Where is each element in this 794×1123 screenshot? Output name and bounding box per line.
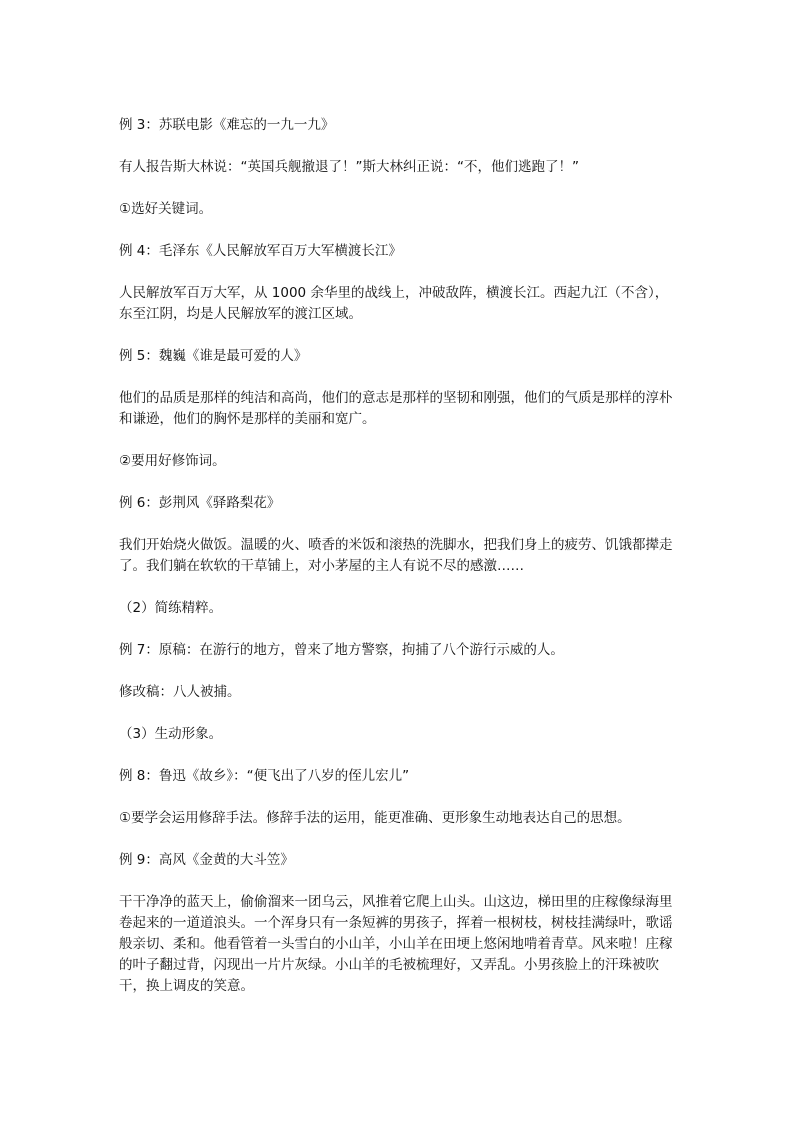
example-6-text: 我们开始烧火做饭。温暖的火、喷香的米饭和滚热的洗脚水，把我们身上的疲劳、饥饿都撵走了。我们躺在软软的干草铺上，对小茅屋的主人有说不尽的感激…… — [119, 537, 673, 574]
example-3-text: 有人报告斯大林说：“英国兵舰撤退了！”斯大林纠正说：“不，他们逃跑了！” — [119, 159, 579, 175]
point-rhetoric: ①要学会运用修辞手法。修辞手法的运用，能更准确、更形象生动地表达自己的思想。 — [119, 810, 631, 826]
example-4-text: 人民解放军百万大军，从 1000 余华里的战线上，冲破敌阵，横渡长江。西起九江（不含），东至江阴，均是人民解放军的渡江区域。 — [119, 285, 669, 322]
example-9-text: 干干净净的蓝天上，偷偷溜来一团乌云，风推着它爬上山头。山这边，梯田里的庄稼像绿海里卷起来的一道道浪头。一个浑身只有一条短裤的男孩子，挥着一根树枝，树枝挂满绿叶，歌谣般亲切、柔和。他看管着一头雪白的小山羊，小山羊在田埂上悠闲地啃着青草。风来啦！庄稼的叶子翻过背，闪现出一片片灰绿。小山羊的毛被梳理好，又弄乱。小男孩脸上的汗珠被吹干，换上调皮的笑意。 — [119, 894, 673, 994]
section-concise: （2）简练精粹。 — [119, 600, 223, 616]
example-3-heading: 例 3：苏联电影《难忘的一九一九》 — [119, 117, 335, 133]
example-7-heading: 例 7：原稿：在游行的地方，曾来了地方警察，拘捕了八个游行示威的人。 — [119, 642, 564, 658]
example-7-revision: 修改稿：八人被捕。 — [119, 684, 241, 700]
document-body — [119, 115, 679, 1018]
section-vivid: （3）生动形象。 — [119, 726, 223, 742]
example-4-heading: 例 4：毛泽东《人民解放军百万大军横渡长江》 — [119, 243, 402, 259]
example-8-heading: 例 8：鲁迅《故乡》：“便飞出了八岁的侄儿宏儿” — [119, 768, 410, 784]
example-5-text: 他们的品质是那样的纯洁和高尚，他们的意志是那样的坚韧和刚强，他们的气质是那样的淳朴和谦逊，他们的胸怀是那样的美丽和宽广。 — [119, 390, 673, 427]
example-9-heading: 例 9：高风《金黄的大斗笠》 — [119, 852, 294, 868]
example-5-heading: 例 5：魏巍《谁是最可爱的人》 — [119, 348, 308, 364]
point-use-modifiers: ②要用好修饰词。 — [119, 453, 226, 469]
point-choose-keywords: ①选好关键词。 — [119, 201, 213, 217]
example-6-heading: 例 6：彭荆风《驿路梨花》 — [119, 495, 281, 511]
